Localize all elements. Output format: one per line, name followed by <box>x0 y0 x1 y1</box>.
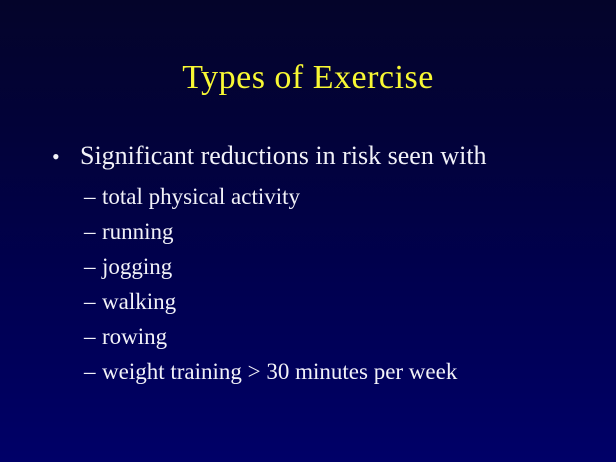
bullet-item <box>52 141 596 172</box>
sub-bullet-list <box>52 179 596 389</box>
dash-marker: – <box>84 359 96 384</box>
sub-bullet-text: rowing <box>102 324 168 349</box>
dash-marker: – <box>84 254 96 279</box>
dash-marker: – <box>84 289 96 314</box>
sub-bullet-text: jogging <box>102 254 173 279</box>
sub-bullet-text: weight training > 30 minutes per week <box>102 359 458 384</box>
sub-bullet-item <box>84 354 596 389</box>
sub-bullet-item <box>84 214 596 249</box>
sub-bullet-item <box>84 249 596 284</box>
sub-bullet-text: running <box>102 219 174 244</box>
sub-bullet-item <box>84 179 596 214</box>
dash-marker: – <box>84 219 96 244</box>
dash-marker: – <box>84 324 96 349</box>
bullet-text: Significant reductions in risk seen with <box>80 141 487 170</box>
slide-body <box>52 141 596 389</box>
sub-bullet-text: walking <box>102 289 177 314</box>
bullet-marker: • <box>52 144 60 169</box>
sub-bullet-text: total physical activity <box>102 184 301 209</box>
sub-bullet-item <box>84 284 596 319</box>
dash-marker: – <box>84 184 96 209</box>
sub-bullet-item <box>84 319 596 354</box>
slide-title: Types of Exercise <box>182 59 434 96</box>
